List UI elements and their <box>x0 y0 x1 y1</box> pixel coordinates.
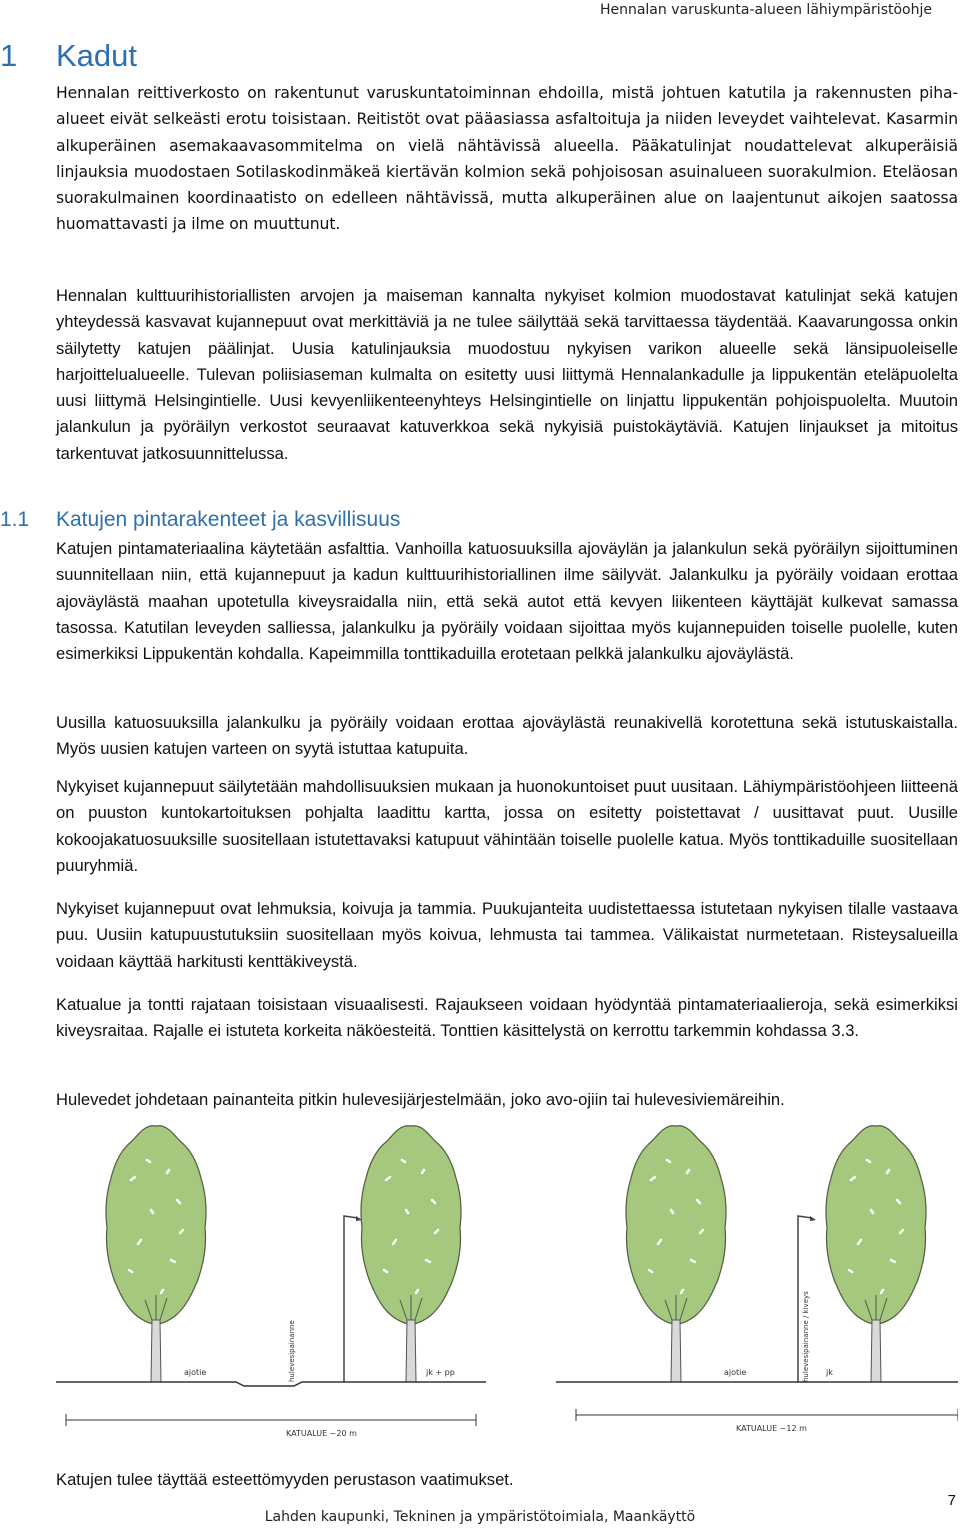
ditch-label: hulevesipainanne / kiveys <box>802 1291 810 1382</box>
paragraph: Katualue ja tontti rajataan toisistaan visuaalisesti. Rajaukseen voidaan hyödyntää pintamateriaalieroja, sekä esimerkiksi kiveysraitaa. Rajalle ei istuteta korkeita näköesteitä. Tonttien käsittelystä on kerrottu tarkemmin kohdassa 3.3. <box>56 995 958 1041</box>
walkway-label: jk + pp <box>426 1368 455 1377</box>
tree-icon <box>106 1126 206 1382</box>
tree-icon <box>826 1126 926 1382</box>
paragraph: Hennalan kulttuurihistoriallisten arvojen ja maiseman kannalta nykyiset kolmion muodostavat katulinjat sekä katujen yhteydessä kasvavat kujannepuut ovat merkittäviä ja ne tulee säilyttää sekä tarvittaessa täydentää. Kaavarungossa onkin säilytetty katujen päälinjat. Uusia katulinjauksia muodostuu nykyisen varikon alueelle sekä länsipuoleiselle harjoittelualueelle. Tulevan poliisiaseman kulmalta on esitetty uusi liittymä Hennalankadulle ja lippukentän eteläpuolelta uusi liittymä Helsingintielle. Uusi kevyenliikenteenyhteys Helsingintielle on linjattu lippukentän pohjoispuolelta. Muutoin jalankulun ja pyöräilyn verkostot seuraavat katuverkkoa sekä nykyisiä puistokäytäviä. Katujen linjaukset ja mitoitus tarkentuvat jatkosuunnittelussa. <box>56 286 958 463</box>
tree-icon <box>626 1126 726 1382</box>
paragraph: Katujen pintamateriaalina käytetään asfalttia. Vanhoilla katuosuuksilla ajoväylän ja jalankulun sekä pyöräilyn sijoittuminen suunnitellaan niin, että kujannepuut ja kadun kulttuurihistoriallinen ilme säilyvät. Jalankulku ja pyöräily voidaan erottaa ajoväylästä maahan upotetulla kiveysraidalla niin, että sekä autot että kevyen liikenteen käyttäjät kulkevat samassa tasossa. Katutilan leveyden salliessa, jalankulku ja pyöräily voidaan sijoittaa myös kujannepuiden toiselle puolelle, kuten esimerkiksi Lippukentän kohdalla. Kapeimmilla tonttikaduilla erotetaan pelkkä jalankulku ajoväylästä. <box>56 539 958 664</box>
road-label: ajotie <box>184 1368 207 1377</box>
paragraph: Uusilla katuosuuksilla jalankulku ja pyöräily voidaan erottaa ajoväylästä reunakivellä korotettuna sekä istutuskaistalla. Myös uusien katujen varteen on syytä istuttaa katupuita. <box>56 713 958 759</box>
section-left <box>56 1126 486 1438</box>
subsection-number: 1.1 <box>0 508 30 531</box>
section-title: Kadut <box>56 38 138 73</box>
paragraph: Nykyiset kujannepuut säilytetään mahdollisuuksien mukaan ja huonokuntoiset puut uusitaan. Lähiympäristöohjeen liitteenä on puuston kuntokartoituksen pohjalta laadittu kartta, jossa on esitetty poistettavat / uusittavat puut. Uusille kokoojakatuosuuksille suositellaan istutettavaksi katupuut vähintään toiselle puolelle katua. Myös tonttikaduille suositellaan puuryhmiä. <box>56 777 958 875</box>
paragraph: Hulevedet johdetaan painanteita pitkin hulevesijärjestelmään, joko avo-ojiin tai hulevesiviemäreihin. <box>56 1090 785 1109</box>
paragraph: Hennalan reittiverkosto on rakentunut varuskuntatoiminnan ehdoilla, mistä johtuen katutila ja rakennusten piha-alueet eivät selkeästi erotu toisistaan. Reitistöt ovat pääasiassa asfaltoituja ja niiden leveydet vaihtelevat. Kasarmin alkuperäinen asemakaavasommitelma on vielä nähtävissä alueella. Pääkatulinjat noudattelevat alkuperäisiä linjauksia muodostaen Sotilaskodinmäkeä kiertävän kolmion sekä pohjoisosan asuinalueen suorakulmion. Eteläosan suorakulmainen koordinaatisto on edelleen nähtävissä, mutta alkuperäinen alue on laajentunut aikojen saatossa huomattavasti ja ilme on muuttunut. <box>56 84 958 234</box>
section-number: 1 <box>0 38 18 73</box>
paragraph: Nykyiset kujannepuut ovat lehmuksia, koivuja ja tammia. Puukujanteita uudistettaessa istutetaan nykyisen tilalle vastaava puu. Uusiin katupuustutuksiin suositellaan myös koivua, lehmusta tai tammea. Välikaistat nurmetetaan. Risteysalueilla voidaan käyttää harkitusti kenttäkiveystä. <box>56 899 958 971</box>
street-width-label: KATUALUE ~12 m <box>736 1424 807 1433</box>
ditch-label: hulevesipainanne <box>288 1320 296 1382</box>
page-number: 7 <box>947 1492 956 1509</box>
subsection-heading <box>0 508 400 532</box>
walkway-label: jk <box>826 1368 833 1377</box>
subsection-title: Katujen pintarakenteet ja kasvillisuus <box>56 508 401 531</box>
figure-caption: Katujen tulee täyttää esteettömyyden perustason vaatimukset. <box>56 1470 514 1489</box>
page-footer: Lahden kaupunki, Tekninen ja ympäristötoimiala, Maankäyttö <box>264 1509 696 1525</box>
road-label: ajotie <box>724 1368 747 1377</box>
street-section-illustration <box>56 1120 958 1470</box>
running-header: Hennalan varuskunta-alueen lähiympäristöohje <box>599 2 932 18</box>
section-right <box>556 1126 958 1433</box>
tree-icon <box>361 1126 461 1382</box>
section-heading <box>0 38 137 74</box>
street-width-label: KATUALUE ~20 m <box>286 1429 357 1438</box>
